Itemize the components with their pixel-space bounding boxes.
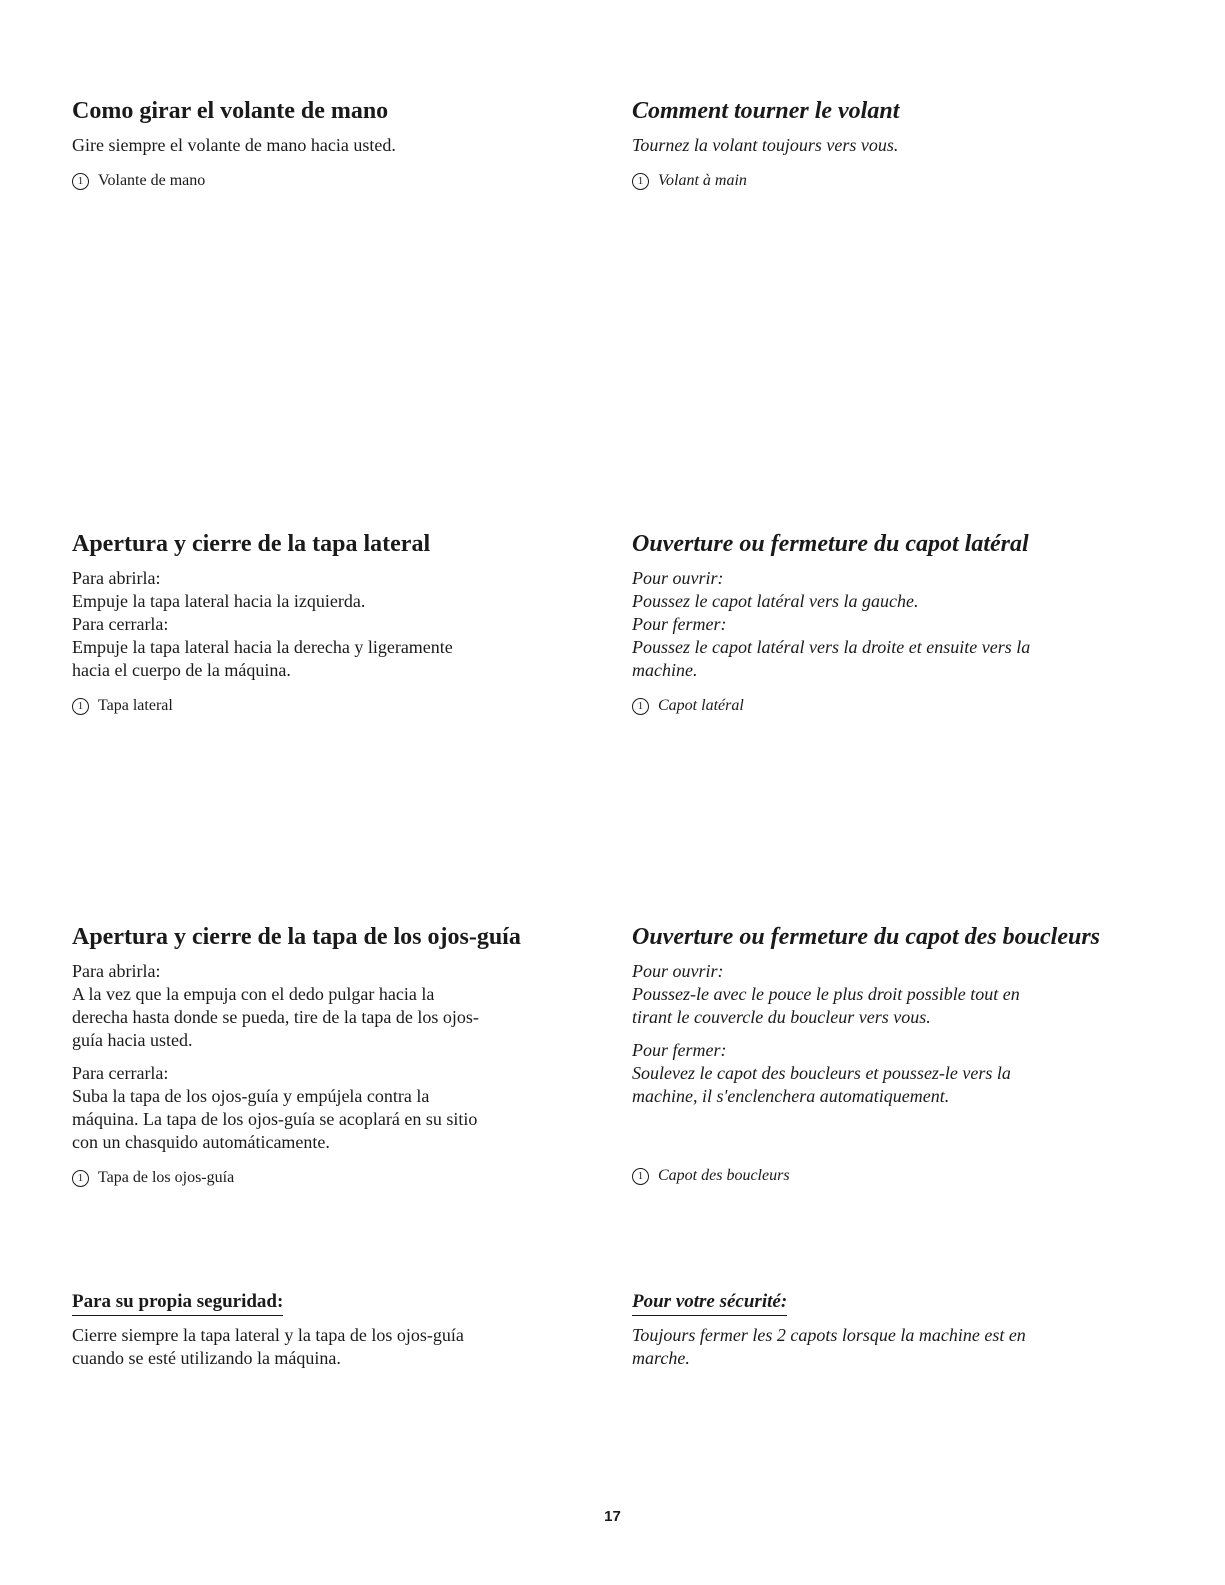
fr-side-cover-callout bbox=[632, 696, 1172, 716]
fr-looper-cover-callout bbox=[632, 1166, 1172, 1186]
callout-number-icon: 1 bbox=[72, 173, 89, 190]
es-looper-cover-callout-label: Tapa de los ojos-guía bbox=[98, 1169, 235, 1186]
fr-side-cover-callout-label: Capot latéral bbox=[658, 697, 744, 714]
fr-looper-close-label: Pour fermer: bbox=[632, 1040, 727, 1060]
callout-number-icon: 1 bbox=[72, 698, 89, 715]
es-handwheel-text: Gire siempre el volante de mano hacia usted. bbox=[72, 135, 396, 155]
callout-number-icon: 1 bbox=[632, 173, 649, 190]
fr-safety-line: marche. bbox=[632, 1348, 690, 1368]
spanish-column bbox=[72, 0, 592, 1585]
fr-side-cover-line: Pour fermer: bbox=[632, 614, 727, 634]
fr-looper-cover-callout-label: Capot des boucleurs bbox=[658, 1167, 790, 1184]
fr-side-cover-line: Poussez le capot latéral vers la droite et ensuite vers la bbox=[632, 637, 1031, 657]
fr-handwheel-callout bbox=[632, 171, 1172, 191]
es-side-cover-line: Para cerrarla: bbox=[72, 614, 169, 634]
es-side-cover-line: Empuje la tapa lateral hacia la izquierda. bbox=[72, 591, 366, 611]
callout-number-icon: 1 bbox=[72, 1170, 89, 1187]
es-looper-close-line: Suba la tapa de los ojos-guía y empújela contra la bbox=[72, 1086, 430, 1106]
es-looper-cover-callout bbox=[72, 1168, 592, 1188]
fr-section-looper-cover bbox=[632, 922, 1172, 1186]
fr-section-side-cover bbox=[632, 529, 1172, 716]
es-safety-heading: Para su propia seguridad: bbox=[72, 1290, 283, 1316]
fr-looper-open-line: tirant le couvercle du boucleur vers vous. bbox=[632, 1007, 931, 1027]
fr-looper-close-line: Soulevez le capot des boucleurs et poussez-le vers la bbox=[632, 1063, 1011, 1083]
es-section-handwheel bbox=[72, 96, 592, 191]
es-handwheel-heading: Como girar el volante de mano bbox=[72, 98, 389, 124]
fr-handwheel-callout-label: Volant à main bbox=[658, 172, 747, 189]
es-side-cover-line: Empuje la tapa lateral hacia la derecha y ligeramente bbox=[72, 637, 453, 657]
es-section-side-cover bbox=[72, 529, 592, 716]
es-looper-open-label: Para abrirla: bbox=[72, 961, 161, 981]
es-safety-line: cuando se esté utilizando la máquina. bbox=[72, 1348, 341, 1368]
fr-handwheel-heading: Comment tourner le volant bbox=[632, 98, 900, 124]
es-section-safety bbox=[72, 1290, 592, 1370]
fr-safety-line: Toujours fermer les 2 capots lorsque la machine est en bbox=[632, 1325, 1026, 1345]
es-handwheel-callout-label: Volante de mano bbox=[98, 172, 206, 189]
fr-section-handwheel bbox=[632, 96, 1172, 191]
french-column bbox=[632, 0, 1172, 1585]
fr-looper-open-line: Poussez-le avec le pouce le plus droit possible tout en bbox=[632, 984, 1020, 1004]
fr-looper-close-line: machine, il s'enclenchera automatiquement. bbox=[632, 1086, 950, 1106]
es-looper-open-line: derecha hasta donde se pueda, tire de la tapa de los ojos- bbox=[72, 1007, 479, 1027]
es-side-cover-heading: Apertura y cierre de la tapa lateral bbox=[72, 531, 431, 557]
es-safety-line: Cierre siempre la tapa lateral y la tapa de los ojos-guía bbox=[72, 1325, 464, 1345]
es-side-cover-line: Para abrirla: bbox=[72, 568, 161, 588]
es-looper-open-line: guía hacia usted. bbox=[72, 1030, 193, 1050]
es-side-cover-line: hacia el cuerpo de la máquina. bbox=[72, 660, 291, 680]
es-looper-close-line: máquina. La tapa de los ojos-guía se acoplará en su sitio bbox=[72, 1109, 478, 1129]
fr-section-safety bbox=[632, 1290, 1172, 1370]
page-number: 17 bbox=[604, 1508, 621, 1525]
fr-safety-heading: Pour votre sécurité: bbox=[632, 1290, 787, 1316]
callout-number-icon: 1 bbox=[632, 1168, 649, 1185]
es-looper-close-label: Para cerrarla: bbox=[72, 1063, 169, 1083]
fr-looper-open-label: Pour ouvrir: bbox=[632, 961, 724, 981]
es-handwheel-callout bbox=[72, 171, 592, 191]
fr-side-cover-line: machine. bbox=[632, 660, 698, 680]
fr-side-cover-line: Poussez le capot latéral vers la gauche. bbox=[632, 591, 919, 611]
fr-side-cover-heading: Ouverture ou fermeture du capot latéral bbox=[632, 531, 1029, 557]
es-looper-close-line: con un chasquido automáticamente. bbox=[72, 1132, 330, 1152]
es-looper-cover-heading: Apertura y cierre de la tapa de los ojos-guía bbox=[72, 924, 521, 950]
es-section-looper-cover bbox=[72, 922, 592, 1188]
fr-side-cover-line: Pour ouvrir: bbox=[632, 568, 724, 588]
fr-handwheel-text: Tournez la volant toujours vers vous. bbox=[632, 135, 899, 155]
es-side-cover-callout bbox=[72, 696, 592, 716]
callout-number-icon: 1 bbox=[632, 698, 649, 715]
fr-looper-cover-heading: Ouverture ou fermeture du capot des boucleurs bbox=[632, 924, 1100, 950]
es-looper-open-line: A la vez que la empuja con el dedo pulgar hacia la bbox=[72, 984, 435, 1004]
es-side-cover-callout-label: Tapa lateral bbox=[98, 697, 173, 714]
